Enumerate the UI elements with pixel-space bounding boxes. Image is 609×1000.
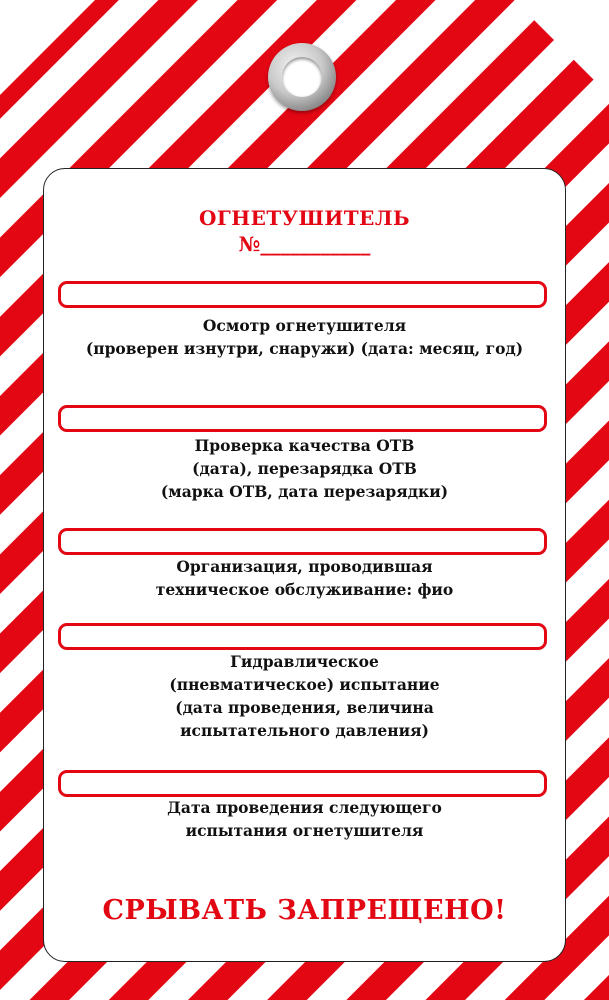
do-not-remove-warning: СРЫВАТЬ ЗАПРЕЩЕНО! xyxy=(102,895,507,926)
caption-line: (проверен изнутри, снаружи) (дата: месяц, год) xyxy=(85,339,524,358)
grommet-inner xyxy=(282,57,322,97)
caption-line: Дата проведения следующего xyxy=(167,798,442,817)
tag-card xyxy=(43,168,566,962)
caption-line: Проверка качества ОТВ xyxy=(194,436,415,455)
tag-number-label: №___________ xyxy=(238,232,371,256)
next-test-caption xyxy=(44,796,565,842)
grommet-hole-icon xyxy=(268,43,336,111)
caption-line: (марка ОТВ, дата перезарядки) xyxy=(160,482,449,501)
service-organization-field[interactable] xyxy=(58,528,547,555)
caption-line: (дата), перезарядка ОТВ xyxy=(192,459,417,478)
inspection-caption xyxy=(44,314,565,360)
caption-line: техническое обслуживание: фио xyxy=(155,580,454,599)
caption-line: Организация, проводившая xyxy=(176,557,433,576)
caption-line: (дата проведения, величина xyxy=(175,698,434,717)
caption-line: испытательного давления) xyxy=(180,721,429,740)
recharge-field[interactable] xyxy=(58,405,547,432)
caption-line: (пневматическое) испытание xyxy=(169,675,440,694)
tag-title: ОГНЕТУШИТЕЛЬ xyxy=(198,206,411,230)
pressure-test-field[interactable] xyxy=(58,623,547,650)
pressure-test-caption xyxy=(44,650,565,742)
recharge-caption xyxy=(44,434,565,503)
caption-line: испытания огнетушителя xyxy=(185,821,424,840)
caption-line: Гидравлическое xyxy=(230,652,379,671)
next-test-field[interactable] xyxy=(58,770,547,797)
service-organization-caption xyxy=(44,555,565,601)
caption-line: Осмотр огнетушителя xyxy=(202,316,407,335)
inspection-date-field[interactable] xyxy=(58,281,547,308)
